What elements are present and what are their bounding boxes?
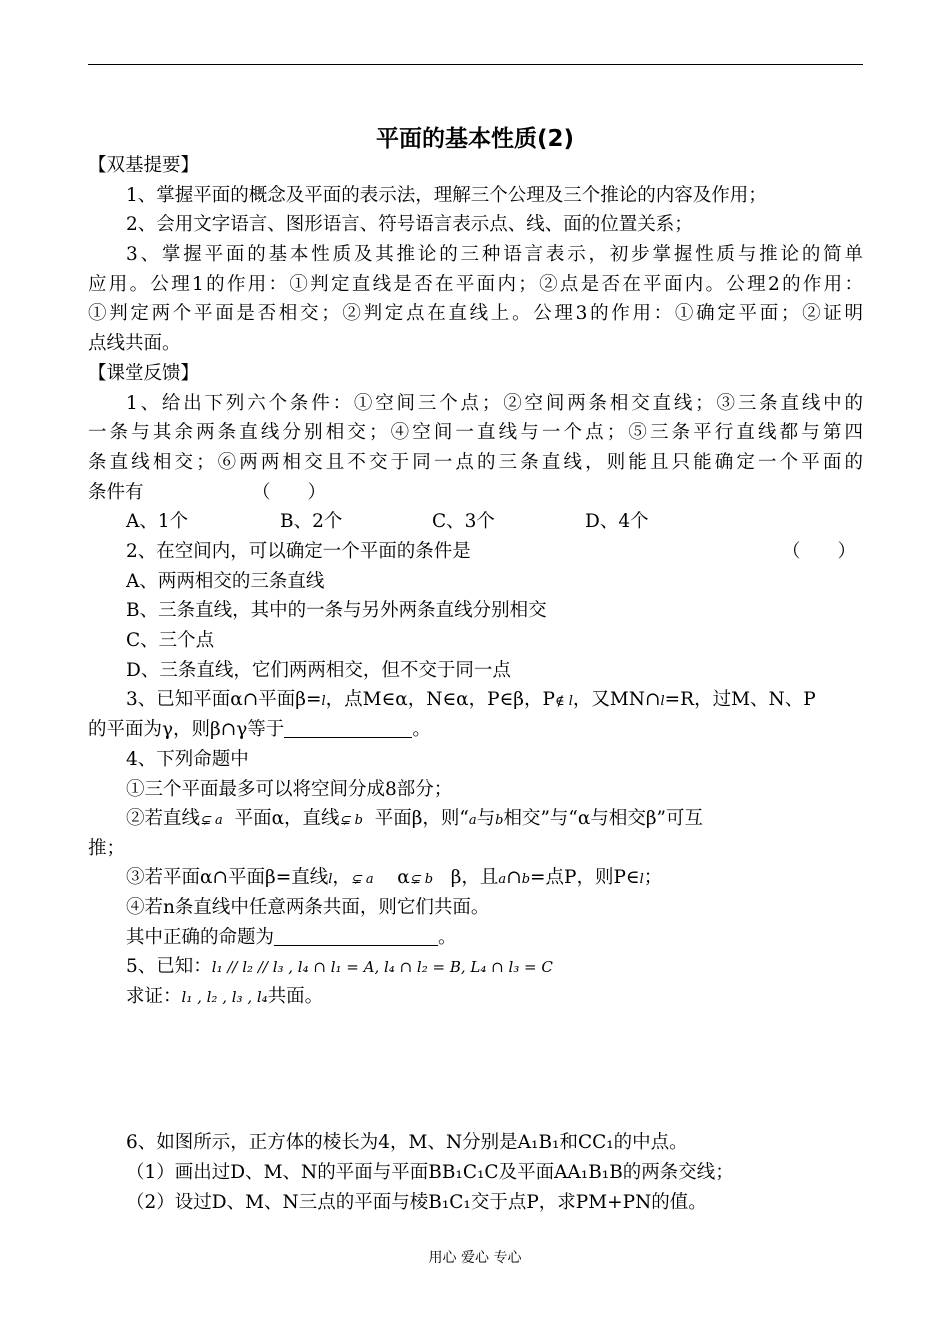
line-b-symbol: b (495, 813, 504, 828)
question-3-line-2: 的平面为γ，则β∩γ等于 。 (88, 719, 431, 740)
question-6-part-1: （1）画出过D、M、N的平面与平面BB₁C₁C及平面AA₁B₁B的两条交线； (126, 1162, 734, 1183)
given-expression: l₁ // l₂ // l₃ , l₄ ∩ l₁ = A, l₄ ∩ l₂ = B, L₄ ∩ l₃ = C (211, 958, 553, 976)
question-1-line-3: 条直线相交；⑥两两相交且不交于同一点的三条直线，则能且只能确定一个平面的 (88, 452, 863, 473)
question-2-option-d: D、三条直线，它们两两相交，但不交于同一点 (126, 660, 511, 681)
answer-blank[interactable] (274, 927, 438, 946)
basics-item-3-line-4: 点线共面。 (88, 333, 181, 354)
page-title: 平面的基本性质(2) (375, 126, 575, 152)
line-a-symbol: a (498, 872, 507, 887)
question-6: 6、如图所示，正方体的棱长为4，M、N分别是A₁B₁和CC₁的中点。 (126, 1132, 688, 1153)
question-1-line-4: 条件有 (88, 482, 144, 503)
section-header-feedback: 【课堂反馈】 (88, 363, 200, 384)
subset-b-symbol: ⊊ b (339, 813, 363, 828)
page-footer: 用心 爱心 专心 (428, 1250, 522, 1266)
question-2-option-a: A、两两相交的三条直线 (126, 571, 325, 592)
question-4-statement-3: ③若平面α∩平面β=直线l，⊊ a α⊊ b β，且a∩b=点P，则P∈l； (126, 867, 663, 888)
basics-item-3-line-1: 3、掌握平面的基本性质及其推论的三种语言表示，初步掌握性质与推论的简单 (126, 244, 863, 265)
question-3-line-1: 3、已知平面α∩平面β=l，点M∈α，N∈α，P∈β，P∉ l，又MN∩l=R，过M、N、P (126, 689, 816, 710)
header-rule (88, 64, 863, 65)
subset-a-symbol: ⊊ a (200, 813, 223, 828)
question-6-part-2: （2）设过D、M、N三点的平面与棱B₁C₁交于点P，求PM+PN的值。 (126, 1192, 707, 1213)
subset-a-symbol: ⊊ a (350, 872, 374, 887)
question-1-line-1: 1、给出下列六个条件：①空间三个点；②空间两条相交直线；③三条直线中的 (126, 393, 863, 414)
question-1-option-c: C、3个 (432, 511, 495, 532)
question-2-option-c: C、三个点 (126, 630, 215, 651)
subset-b-symbol: ⊊ b (409, 872, 434, 887)
question-4-statement-1: ①三个平面最多可以将空间分成8部分； (126, 779, 453, 800)
question-2-answer-paren: （ ） (782, 541, 857, 562)
question-1-option-b: B、2个 (280, 511, 343, 532)
question-2-option-b: B、三条直线，其中的一条与另外两条直线分别相交 (126, 600, 547, 621)
answer-blank[interactable] (284, 719, 412, 738)
question-2: 2、在空间内，可以确定一个平面的条件是 (126, 541, 471, 562)
question-4: 4、下列命题中 (126, 749, 249, 770)
basics-item-1: 1、掌握平面的概念及平面的表示法，理解三个公理及三个推论的内容及作用； (126, 185, 767, 206)
question-5-given: 5、已知：l₁ // l₂ // l₃ , l₄ ∩ l₁ = A, l₄ ∩ l₂ = B, L₄ ∩ l₃ = C (126, 956, 553, 977)
question-1-option-a: A、1个 (126, 511, 189, 532)
section-header-basics: 【双基提要】 (88, 155, 200, 176)
basics-item-3-line-2: 应用。公理1的作用：①判定直线是否在平面内；②点是否在平面内。公理2的作用： (88, 274, 863, 295)
question-5-prove: 求证：l₁ , l₂ , l₃ , l₄共面。 (126, 986, 324, 1007)
line-a-symbol: a (468, 813, 477, 828)
prove-expression: l₁ , l₂ , l₃ , l₄ (181, 988, 268, 1006)
line-l-symbol: l (660, 694, 665, 709)
question-4-statement-2-line-2: 推； (88, 838, 126, 859)
question-4-statement-4: ④若n条直线中任意两条共面，则它们共面。 (126, 897, 490, 918)
not-in-symbol: ∉ l (554, 694, 573, 709)
question-1-option-d: D、4个 (585, 511, 649, 532)
line-b-symbol: b (521, 872, 531, 887)
question-4-statement-2-line-1: ②若直线⊊ a 平面α，直线⊊ b 平面β，则“a与b相交”与“α与相交β”可互 (126, 808, 704, 829)
question-1-answer-paren: （ ） (252, 482, 327, 503)
line-l-symbol: l (321, 694, 326, 709)
question-4-conclusion: 其中正确的命题为 。 (126, 927, 457, 948)
question-1-line-2: 一条与其余两条直线分别相交；④空间一直线与一个点；⑤三条平行直线都与第四 (88, 422, 863, 443)
basics-item-3-line-3: ①判定两个平面是否相交；②判定点在直线上。公理3的作用：①确定平面；②证明 (88, 303, 863, 324)
basics-item-2: 2、会用文字语言、图形语言、符号语言表示点、线、面的位置关系； (126, 214, 693, 235)
line-l-symbol: l (328, 872, 333, 887)
line-l-symbol: l (639, 872, 644, 887)
